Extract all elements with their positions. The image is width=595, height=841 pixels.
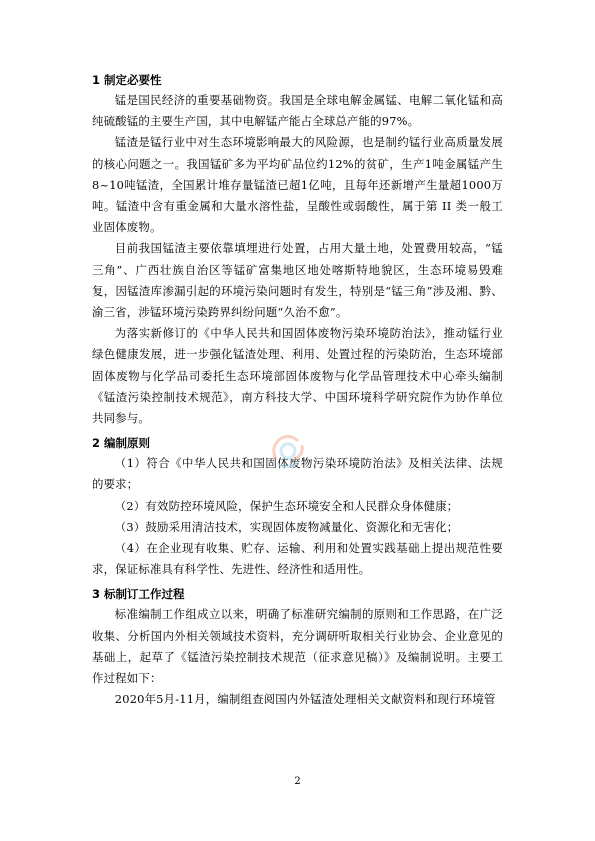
paragraph: 目前我国锰渣主要依靠填埋进行处置，占用大量土地，处置费用较高，“锰三角”、广西壮族自治区等锰矿富集地区地处喀斯特地貌区，生态环境易毁难复，因锰渣库渗漏引起的环境污染问题时有发生，特别是“锰三角”涉及湘、黔、渝三省，涉锰环境污染跨界纠纷问题“久治不愈”。	[92, 241, 503, 320]
list-item: （4）在企业现有收集、贮存、运输、利用和处置实践基础上提出规范性要求，保证标准具有科学性、先进性、经济性和适用性。	[92, 541, 503, 577]
list-item: （2）有效防控环境风险，保护生态环境安全和人民群众身体健康；	[114, 498, 459, 513]
paragraph: 为落实新修订的《中华人民共和国固体废物污染环境防治法》，推动锰行业绿色健康发展，进一步强化锰渣处理、利用、处置过程的污染防治，生态环境部固体废物与化学品司委托生态环境部固体废物与化学品管理技术中心牵头编制《锰渣污染控制技术规范》，南方科技大学、中国环境科学研究院作为协作单位共同参与。	[92, 326, 503, 426]
section-heading-principles: 2 编制原则	[92, 436, 151, 451]
paragraph: 2020年5月-11月，编制组查阅国内外锰渣处理相关文献资料和现行环境管	[114, 692, 496, 707]
paragraph: 标准编制工作组成立以来，明确了标准研究编制的原则和工作思路，在广泛收集、分析国内外相关领域技术资料，充分调研听取相关行业协会、企业意见的基础上，起草了《锰渣污染控制技术规范（征求意见稿）》及编制说明。主要工作过程如下：	[92, 607, 503, 686]
paragraph: 锰渣是锰行业中对生态环境影响最大的风险源，也是制约锰行业高质量发展的核心问题之一。我国锰矿多为平均矿品位约12%的贫矿，生产1吨金属锰产生8~10吨锰渣，全国累计堆存量锰渣已超1亿吨，且每年还新增产生量超1000万吨。锰渣中含有重金属和大量水溶性盐，呈酸性或弱酸性，属于第 II 类一般工业固体废物。	[92, 135, 503, 235]
section-heading-process: 3 标制订工作过程	[92, 587, 185, 602]
watermark-logo-icon	[264, 425, 312, 471]
page-number: 2	[294, 776, 301, 787]
list-item: （3）鼓励采用清洁技术，实现固体废物减量化、资源化和无害化；	[114, 519, 459, 534]
list-item: （1）符合《中华人民共和国固体废物污染环境防治法》及相关法律、法规的要求；	[92, 456, 503, 492]
paragraph: 锰是国民经济的重要基础物资。我国是全球电解金属锰、电解二氧化锰和高纯硫酸锰的主要生产国，其中电解锰产能占全球总产能的97%。	[92, 93, 503, 129]
section-heading-necessity: 1 制定必要性	[92, 73, 162, 87]
document-body	[92, 64, 503, 710]
